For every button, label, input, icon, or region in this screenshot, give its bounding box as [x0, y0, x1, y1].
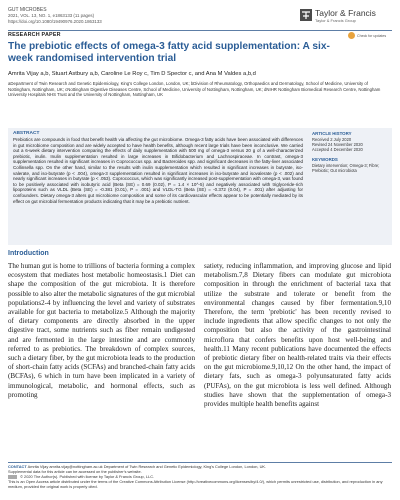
- publisher-name: Taylor & Francis: [315, 8, 376, 18]
- header-divider: [8, 30, 392, 31]
- masthead: [8, 6, 392, 28]
- author-list[interactable]: Amrita Vijay a,b, Stuart Astbury a,b, Caroline Le Roy c, Tim D Spector c, and Ana M Valdes a,b,d: [8, 71, 256, 77]
- footer-divider: [8, 462, 392, 463]
- affiliations: aDepartment of Twin Research and Genetic Epidemiology, King's College London, London, UK; bDivision of Rheumatology, Orthopaedics and Dermatology, School of Medicine, University of Nottingham, Nottingham, UK; cNottingham Digestive Diseases Centre, School of Medicine, University of Nottingham, Nottingham, UK; dNIHR Nottingham Biomedical Research Centre, Nottingham University Hospitals NHS Trust and the University of Nottingham, Nottingham, UK: [8, 81, 381, 98]
- article-history-heading: ARTICLE HISTORY: [312, 131, 352, 136]
- abstract-sidebar: [312, 131, 388, 173]
- publisher-subtitle: Taylor & Francis Group: [315, 18, 356, 23]
- article-title: The prebiotic effects of omega-3 fatty acid supplementation: A six-week randomised intervention trial: [8, 41, 330, 64]
- license-text[interactable]: This is an Open Access article distributed under the terms of the Creative Commons Attribution License (http://creativecommons.org/licenses/by/4.0/), which permits unrestricted use, distribution, and reproduction in any medium, provided the original work is properly cited.: [8, 479, 383, 489]
- history-revised: Revised 24 November 2020: [312, 142, 363, 147]
- check-updates-icon: [348, 32, 355, 39]
- history-received: Received 2 July 2020: [312, 137, 352, 142]
- history-accepted: Accepted 4 December 2020: [312, 147, 363, 152]
- publisher-logo: [300, 8, 392, 24]
- introduction-left-column: The human gut is home to trillions of bacteria forming a complex ecosystem that mediates host metabolic homeostasis.1 Diet can shape the composition of the gut microbiota. It is therefore possible to also alter the metabolic signatures of the gut microbial populations2-4 by influencing the level and variety of substrates available for gut bacteria to metabolize.5 Although the majority of dietary components are directly absorbed in the upper digestive tract, some nutrients such as fiber remain undigested and are fermented in the large intestine and are commonly referred to as prebiotics. The breakdown of complex sources, such a dietary fiber, by the gut microbiota leads to the production of short-chain fatty acids (SCFAs) and branched-chain fatty acids (BCFAs), 6 which in turn have been implicated in a variety of immunological, metabolic, and hormonal effects, such as promoting: [8, 262, 195, 399]
- page-footer: [8, 464, 392, 489]
- journal-name: GUT MICROBES: [8, 7, 47, 13]
- introduction-heading: Introduction: [8, 250, 49, 257]
- check-for-updates-button[interactable]: [348, 31, 392, 40]
- keywords-heading: KEYWORDS: [312, 157, 338, 162]
- abstract-main: [13, 131, 303, 204]
- abstract-heading: ABSTRACT: [13, 131, 40, 136]
- taylor-francis-logo-icon: [300, 9, 312, 21]
- check-updates-label: Check for updates: [357, 33, 387, 38]
- copyright-text: © 2020 The Author(s). Published with license by Taylor & Francis Group, LLC.: [20, 474, 155, 479]
- abstract-text: Prebiotics are compounds in food that benefit health via affecting the gut microbiome. Omega-3 fatty acids have been associated with differences in gut microbiome composition and are widely accepted to have health benefits, although recent large trials have been inconclusive. We carried out a 6-week dietary intervention comparing the effects of daily supplementation with 500 mg of omega-3 versus 20 g of a well-characterized prebiotic, inulin. Inulin supplementation resulted in large increases in Bifidobacterium and Lachnospiraceae. In contrast, omega-3 supplementation resulted in significant increases in Coprococcus spp. and Bacteroides spp. and significant decreases in the fatty-liver associated Collinsella spp. On the other hand, similar to the results with inulin supplementation which resulted in significant increases in butyrate, iso-valerate, and iso-butyrate (p < .004), omega-3 supplementation resulted in significant increases in iso-butyrate and isovalerate (p < .002) and nearly significant increases in butyrate (p < .053). Coprococcus, which was significantly increased post-supplementation with omega-3, was found to be positively associated with isobutyric acid (Beta (SE) = 0.69 (0.02), P = 1.4 × 10^-5) and negatively associated with triglyceride-rich lipoproteins such as VLDL (Beta (SE) = -0.381 (0.01), P = .001) and VLDL-TG (Beta (SE) = -0.372 (0.04), P = .001) after adjusting for confounders. Dietary omega-3 alters gut microbiome composition and some of its cardiovascular effects appear to be potentially mediated by its effect on gut microbial fermentation products indicating that it may be a prebiotic nutrient.: [13, 137, 303, 204]
- keywords-list: Dietary intervention; Omega-3; Fibre; Prebiotic; Gut microbiota: [312, 163, 380, 173]
- journal-meta[interactable]: 2021, VOL. 13, NO. 1, e1863133 (11 pages) https://doi.org/10.1080/19490976.2020.1863133: [8, 13, 102, 24]
- article-type: RESEARCH PAPER: [8, 32, 61, 38]
- contact-label: CONTACT: [8, 464, 27, 469]
- supplemental-note: Supplemental data for this article can be accessed on the publisher's website.: [8, 469, 142, 474]
- contact-details[interactable]: Amrita Vijay amrita.vijay@nottingham.ac.uk Department of Twin Research and Genetic Epidemiology, King's College London, London, UK.: [27, 464, 267, 469]
- introduction-right-column: satiety, reducing inflammation, and improving glucose and lipid metabolism.7,8 Dietary fibers can modulate gut microbiota composition in through the enrichment of bacterial taxa that utilize the substrate and tolerate or benefit from the environmental changes caused by fiber fermentation.9,10 Therefore, the term 'prebiotic' has been recently revised to include ingredients that allow specific changes to not only the composition but also the activity of the gastrointestinal microflora that confers benefits upon host well-being and health.11 Many recent publications have documented the effects of prebiotic dietary fiber on health-related traits via their effects on the gut microbiome.9,10,12 On the other hand, the impact of dietary fats, such as omega-3 polyunsaturated fatty acids (PUFAs), on the gut microbiota is less well defined. Although studies have shown that the supplementation of omega-3 provides multiple health benefits against: [204, 262, 391, 409]
- abstract-box: [8, 128, 392, 245]
